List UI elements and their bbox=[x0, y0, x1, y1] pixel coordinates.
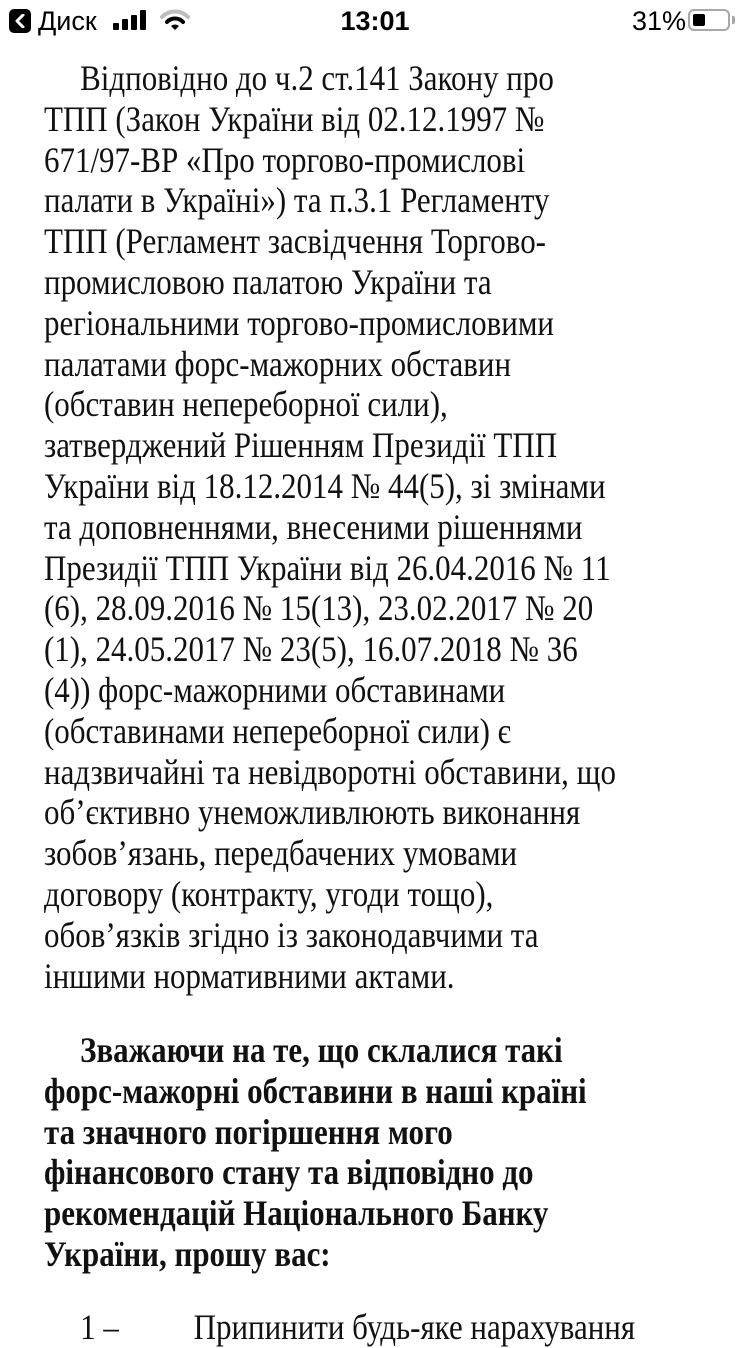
text-line: України від 18.12.2014 № 44(5), зі змінами bbox=[44, 465, 606, 506]
document-body bbox=[44, 58, 724, 1347]
battery-tip bbox=[732, 16, 735, 24]
text-line: промисловою палатою України та bbox=[44, 261, 492, 302]
battery-level bbox=[693, 14, 705, 26]
text-line: фінансового стану та відповідно до bbox=[44, 1152, 534, 1193]
text-line: палатами форс-мажорних обставин bbox=[44, 343, 512, 384]
list-item-number: 1 – bbox=[80, 1307, 119, 1347]
text-line: України, прошу вас: bbox=[44, 1233, 331, 1274]
text-line: обов’язків згідно із законодавчими та bbox=[44, 914, 539, 955]
text-line: (1), 24.05.2017 № 23(5), 16.07.2018 № 36 bbox=[44, 629, 578, 670]
text-line: (обставин непереборної сили), bbox=[44, 384, 448, 425]
text-line: ТПП (Регламент засвідчення Торгово- bbox=[44, 221, 546, 262]
text-line: іншими нормативними актами. bbox=[44, 955, 455, 996]
text-line: рекомендацій Національного Банку bbox=[44, 1193, 549, 1234]
text-line: Відповідно до ч.2 ст.141 Закону про bbox=[80, 58, 554, 98]
back-app-label[interactable]: Диск bbox=[38, 6, 97, 36]
text-line: договору (контракту, угоди тощо), bbox=[44, 873, 494, 914]
text-line: палати в Україні») та п.3.1 Регламенту bbox=[44, 180, 550, 221]
text-line: зобов’язань, передбачених умовами bbox=[44, 833, 518, 874]
paragraph-force-majeure-definition bbox=[44, 58, 723, 996]
text-line: (4)) форс-мажорними обставинами bbox=[44, 669, 506, 710]
paragraph-request bbox=[44, 1030, 723, 1275]
text-line: регіональними торгово-промисловими bbox=[44, 302, 554, 343]
text-line: (обставинами непереборної сили) є bbox=[44, 710, 511, 751]
list-item-text: Припинити будь-яке нарахування bbox=[193, 1307, 636, 1347]
text-line: Зважаючи на те, що склалися такі bbox=[80, 1030, 563, 1070]
battery-percent: 31% bbox=[632, 6, 687, 36]
text-line: форс-мажорні обставини в наші країні bbox=[44, 1070, 587, 1111]
text-line: Президії ТПП України від 26.04.2016 № 11 bbox=[44, 547, 611, 588]
text-line: ТПП (Закон України від 02.12.1997 № bbox=[44, 98, 545, 139]
text-line: надзвичайні та невідворотні обставини, що bbox=[44, 751, 616, 792]
text-line: об’єктивно унеможливлюють виконання bbox=[44, 792, 581, 833]
text-line: (6), 28.09.2016 № 15(13), 23.02.2017 № 20 bbox=[44, 588, 594, 629]
text-line: та доповненнями, внесеними рішеннями bbox=[44, 506, 583, 547]
status-bar bbox=[0, 0, 750, 42]
battery-icon bbox=[688, 9, 730, 31]
text-line: та значного погіршення мого bbox=[44, 1111, 453, 1152]
clock: 13:01 bbox=[340, 6, 410, 36]
text-line: затверджений Рішенням Президії ТПП bbox=[44, 425, 558, 466]
text-line: 671/97-ВР «Про торгово-промислові bbox=[44, 139, 526, 180]
